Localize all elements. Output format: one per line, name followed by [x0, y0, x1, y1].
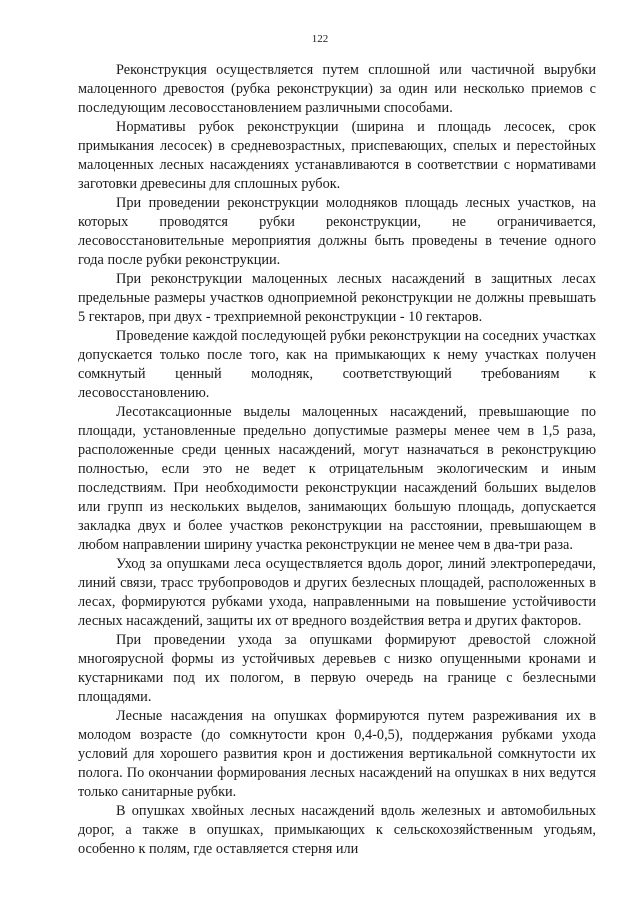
paragraph: Проведение каждой последующей рубки реконструкции на соседних участках допускается только после того, как на примыкающих к нему участках получен сомкнутый ценный молодняк, соответствующий требованиям к лесовосстановлению. [78, 328, 596, 401]
paragraph: Нормативы рубок реконструкции (ширина и площадь лесосек, срок примыкания лесосек) в средневозрастных, приспевающих, спелых и перестойных малоценных лесных насаждениях устанавливаются в соответствии с нормативами заготовки древесины для сплошных рубок. [78, 119, 596, 192]
paragraph: Лесные насаждения на опушках формируются путем разреживания их в молодом возрасте (до сомкнутости крон 0,4-0,5), поддержания рубками ухода условий для хорошего развития крон и достижения вертикальной сомкнутости их полога. По окончании формирования лесных насаждений на опушках в них ведутся только санитарные рубки. [78, 708, 596, 800]
paragraph: Лесотаксационные выделы малоценных насаждений, превышающие по площади, установленные предельно допустимые размеры менее чем в 1,5 раза, расположенные среди ценных насаждений, могут назначаться в реконструкцию полностью, если это не ведет к отрицательным экологическим и иным последствиям. При необходимости реконструкции насаждений больших выделов или групп из нескольких выделов, занимающих большую площадь, допускается закладка двух и более участков реконструкции на расстоянии, превышающем в любом направлении ширину участка реконструкции не менее чем в два-три раза. [78, 404, 596, 553]
paragraph: В опушках хвойных лесных насаждений вдоль железных и автомобильных дорог, а также в опушках, примыкающих к сельскохозяйственным угодьям, особенно к полям, где оставляется стерня или [78, 803, 596, 857]
paragraph: Уход за опушками леса осуществляется вдоль дорог, линий электропередачи, линий связи, трасс трубопроводов и других безлесных площадей, расположенных в лесах, формируются рубками ухода, направленными на повышение устойчивости лесных насаждений, защиты их от вредного воздействия ветра и других факторов. [78, 556, 596, 629]
paragraph: При проведении реконструкции молодняков площадь лесных участков, на которых проводятся рубки реконструкции, не ограничивается, лесовосстановительные мероприятия должны быть проведены в течение одного года после рубки реконструкции. [78, 195, 596, 268]
paragraph: При реконструкции малоценных лесных насаждений в защитных лесах предельные размеры участков одноприемной реконструкции не должны превышать 5 гектаров, при двух - трехприемной реконструкции - 10 гектаров. [78, 271, 596, 325]
body-text [78, 61, 596, 859]
paragraph: Реконструкция осуществляется путем сплошной или частичной вырубки малоценного древостоя (рубка реконструкции) за один или несколько приемов с последующим лесовосстановлением различными способами. [78, 62, 596, 116]
page-number: 122 [311, 33, 329, 45]
paragraph: При проведении ухода за опушками формируют древостой сложной многоярусной формы из устойчивых деревьев с низко опущенными кронами и кустарниками под их пологом, в первую очередь на границе с безлесными площадями. [78, 632, 596, 705]
